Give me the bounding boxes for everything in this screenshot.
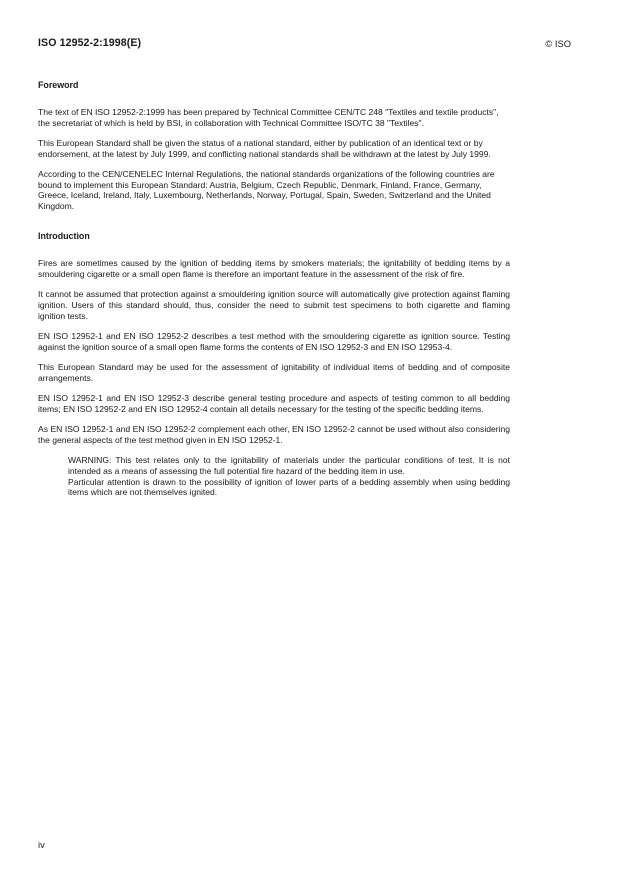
- document-body: [38, 80, 510, 498]
- page-number: iv: [38, 839, 45, 850]
- introduction-paragraph: Fires are sometimes caused by the ignition of bedding items by smokers materials; the ignitability of bedding items by a smouldering cigarette or a small open flame is therefore an important feature in the assessment of the risk of fire.: [38, 258, 510, 279]
- warning-text: WARNING: This test relates only to the ignitability of materials under the particular conditions of test. It is not intended as a means of assessing the full potential fire hazard of the bedding item in use.: [68, 455, 510, 477]
- foreword-paragraph: This European Standard shall be given the status of a national standard, either by publication of an identical text or by endorsement, at the latest by July 1999, and conflicting national standards shall be withdrawn at the latest by July 1999.: [38, 138, 491, 159]
- introduction-heading: Introduction: [38, 231, 90, 242]
- foreword-paragraph: According to the CEN/CENELEC Internal Regulations, the national standards organizations of the following countries are bound to implement this European Standard: Austria, Belgium, Czech Republic, Denmark, Finland, France, Germany, Greece, Iceland, Ireland, Italy, Luxembourg, Netherlands, Norway, Portugal, Spain, Sweden, Switzerland and the United Kingdom.: [38, 169, 495, 211]
- foreword-heading: Foreword: [38, 80, 79, 90]
- foreword-paragraph: The text of EN ISO 12952-2:1999 has been prepared by Technical Committee CEN/TC 248 "Textiles and textile products", the secretariat of which is held by BSI, in collaboration with Technical Committee ISO/TC 38 "Textiles".: [38, 107, 499, 128]
- introduction-paragraph: This European Standard may be used for the assessment of ignitability of individual items of bedding and of composite arrangements.: [38, 362, 510, 383]
- introduction-paragraph: It cannot be assumed that protection against a smouldering ignition source will automatically give protection against flaming ignition. Users of this standard should, thus, consider the need to submit test specimens to both cigarette and flaming ignition tests.: [38, 289, 510, 321]
- warning-block: [68, 455, 510, 497]
- introduction-paragraph: EN ISO 12952-1 and EN ISO 12952-3 describe general testing procedure and aspects of testing common to all bedding items; EN ISO 12952-2 and EN ISO 12952-4 contain all details necessary for the testing of the specific bedding items.: [38, 393, 510, 414]
- warning-note: Particular attention is drawn to the possibility of ignition of lower parts of a bedding assembly when using bedding items which are not themselves ignited.: [68, 476, 510, 498]
- document-id: ISO 12952-2:1998(E): [38, 37, 142, 49]
- copyright-notice: © ISO: [545, 38, 571, 49]
- introduction-paragraph: EN ISO 12952-1 and EN ISO 12952-2 describes a test method with the smouldering cigarette as ignition source. Testing against the ignition source of a small open flame forms the contents of EN ISO 12952-3 and EN ISO 12953-4.: [38, 331, 510, 352]
- introduction-paragraph: As EN ISO 12952-1 and EN ISO 12952-2 complement each other, EN ISO 12952-2 cannot be used without also considering the general aspects of the test method given in EN ISO 12952-1.: [38, 424, 510, 445]
- foreword-section: [38, 80, 510, 211]
- introduction-section: [38, 231, 510, 497]
